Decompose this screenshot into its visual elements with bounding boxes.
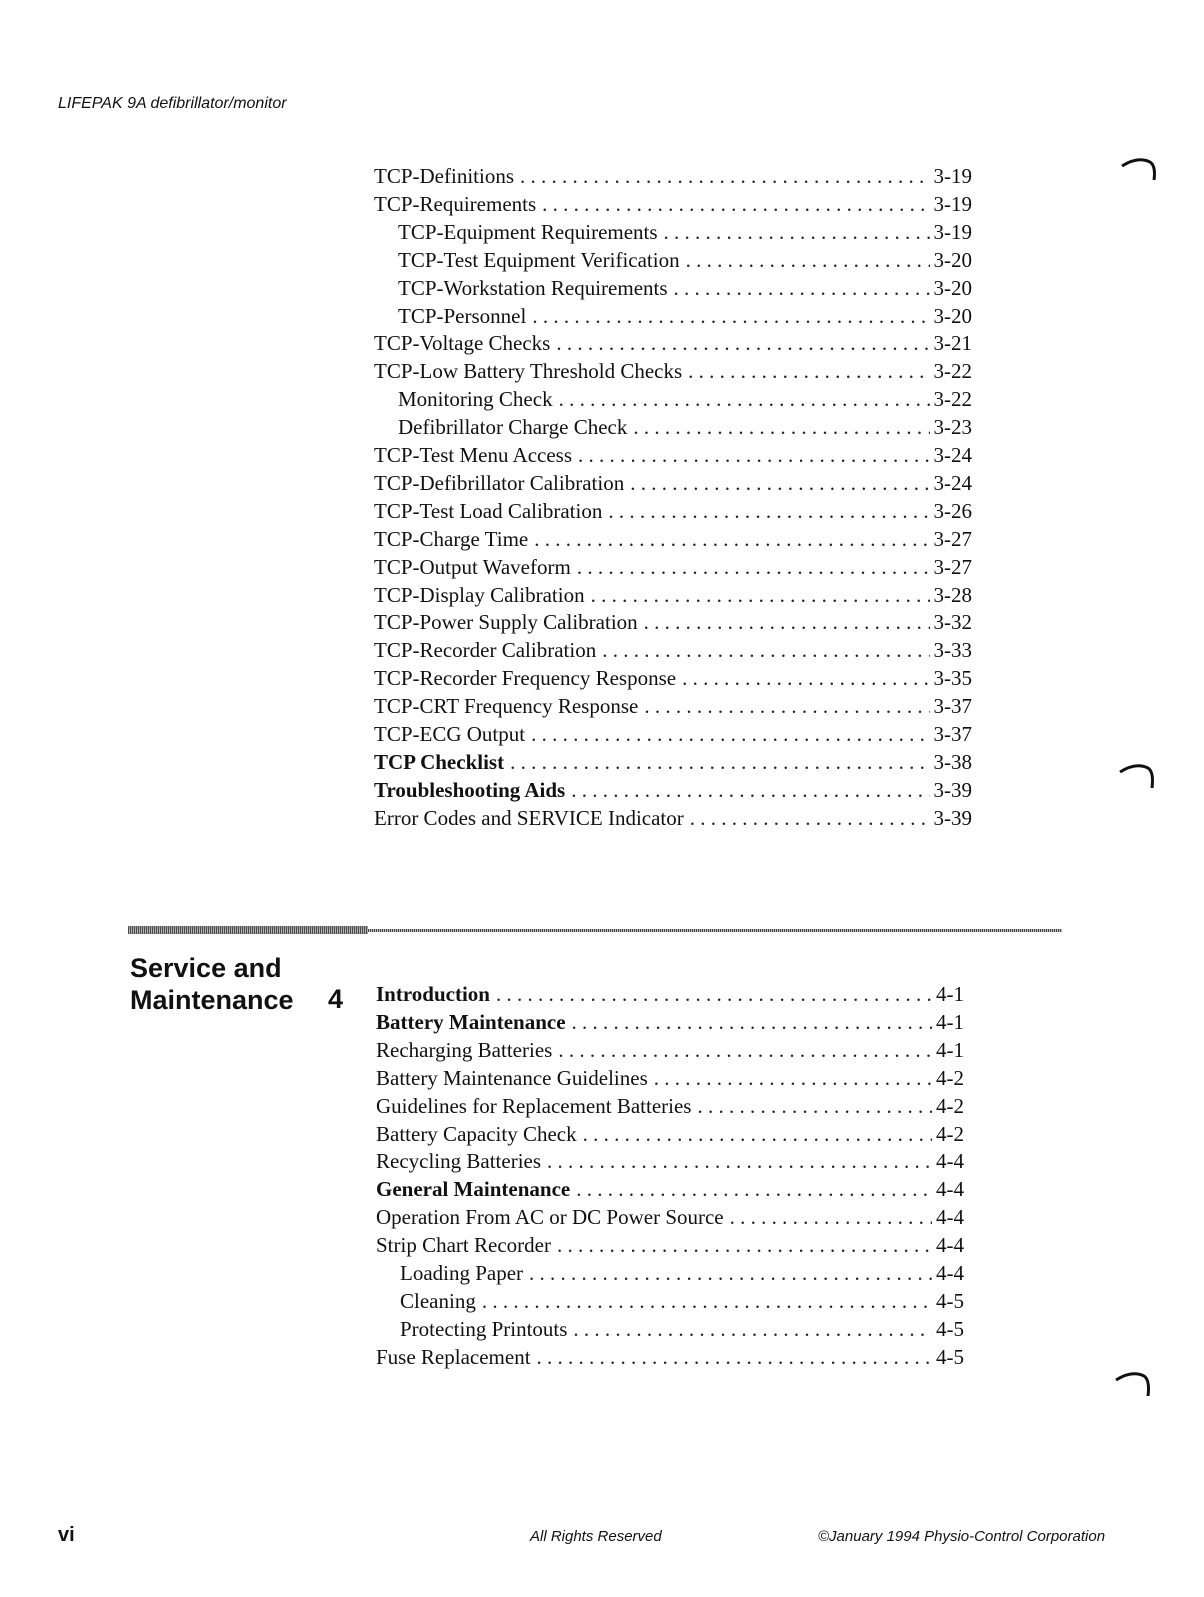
toc-entry-label: TCP-Requirements xyxy=(374,191,537,216)
section-number: 4 xyxy=(328,984,344,1014)
toc-entry xyxy=(376,1233,964,1261)
toc-dot-leader xyxy=(520,164,930,189)
toc-entry xyxy=(376,1038,964,1066)
toc-entry-label: TCP-Charge Time xyxy=(374,526,529,551)
toc-dot-leader xyxy=(644,610,930,635)
toc-entry-page: 3-26 xyxy=(933,498,972,523)
toc-dot-leader xyxy=(633,415,929,440)
toc-entry-page: 4-4 xyxy=(936,1149,964,1174)
toc-entry xyxy=(374,638,972,666)
toc-dot-leader xyxy=(591,583,930,608)
toc-dot-leader xyxy=(557,1233,932,1258)
toc-entry-label: Battery Maintenance xyxy=(376,1009,566,1034)
toc-entry-page: 3-20 xyxy=(933,275,972,300)
toc-dot-leader xyxy=(510,750,929,775)
toc-entry-label: TCP-Personnel xyxy=(398,303,527,328)
toc-dot-leader xyxy=(571,778,929,803)
toc-entry-label: Error Codes and SERVICE Indicator xyxy=(374,805,684,830)
toc-dot-leader xyxy=(602,638,929,663)
toc-dot-leader xyxy=(697,1094,932,1119)
toc-dot-leader xyxy=(682,666,929,691)
toc-entry xyxy=(398,387,972,415)
toc-entry-label: Protecting Printouts xyxy=(400,1316,568,1341)
toc-entry-label: Strip Chart Recorder xyxy=(376,1233,551,1258)
toc-entry-label: TCP-Recorder Calibration xyxy=(374,638,597,663)
thumb-tab-icon xyxy=(1114,1370,1152,1400)
toc-entry-page: 3-20 xyxy=(933,247,972,272)
toc-dot-leader xyxy=(534,527,929,552)
toc-entry-page: 4-2 xyxy=(936,1093,964,1118)
toc-dot-leader xyxy=(529,1261,932,1286)
toc-entry-label: Loading Paper xyxy=(400,1261,524,1285)
toc-entry xyxy=(400,1317,964,1345)
toc-entry-page: 3-22 xyxy=(933,387,972,412)
toc-dot-leader xyxy=(556,331,929,356)
toc-entry-label: TCP-ECG Output xyxy=(374,722,526,746)
toc-entry-label: TCP-Definitions xyxy=(374,164,514,188)
toc-entry xyxy=(374,666,972,694)
toc-entry-page: 3-33 xyxy=(933,638,972,663)
section-divider xyxy=(128,929,1062,932)
toc-entry-page: 3-24 xyxy=(933,470,972,495)
toc-entry-label: TCP-Test Load Calibration xyxy=(374,498,603,523)
toc-dot-leader xyxy=(577,555,930,580)
toc-entry-label: Fuse Replacement xyxy=(376,1344,531,1369)
section-title-line2: Maintenance xyxy=(130,985,294,1015)
toc-dot-leader xyxy=(532,304,929,329)
thumb-tab-icon xyxy=(1120,156,1158,186)
toc-entry xyxy=(374,750,972,778)
toc-entry-page: 4-5 xyxy=(936,1344,964,1369)
toc-entry-page: 3-22 xyxy=(933,359,972,384)
toc-entry xyxy=(398,304,972,332)
toc-entry xyxy=(374,443,972,471)
toc-entry-page: 3-19 xyxy=(933,191,972,216)
toc-entry-label: TCP-Low Battery Threshold Checks xyxy=(374,359,683,384)
toc-entry xyxy=(376,1205,964,1233)
toc-entry-page: 3-39 xyxy=(933,805,972,830)
toc-entry-page: 3-20 xyxy=(933,303,972,328)
toc-dot-leader xyxy=(572,1010,932,1035)
toc-entry-page: 4-1 xyxy=(936,1009,964,1034)
toc-entry-label: Defibrillator Charge Check xyxy=(398,415,628,440)
toc-dot-leader xyxy=(608,499,929,524)
toc-entry-page: 4-1 xyxy=(936,982,964,1006)
thumb-tab-icon xyxy=(1118,762,1156,792)
toc-entry-label: Battery Capacity Check xyxy=(376,1121,577,1146)
toc-dot-leader xyxy=(496,982,932,1007)
toc-dot-leader xyxy=(578,443,929,468)
toc-dot-leader xyxy=(573,1317,932,1342)
toc-entry-label: TCP-Equipment Requirements xyxy=(398,219,658,244)
toc-entry xyxy=(376,1149,964,1177)
toc-entry xyxy=(376,1066,964,1094)
copyright-notice: ©January 1994 Physio-Control Corporation xyxy=(818,1528,1106,1545)
toc-entry xyxy=(374,555,972,583)
toc-dot-leader xyxy=(688,359,929,384)
toc-entry-page: 3-39 xyxy=(933,777,972,802)
toc-entry xyxy=(374,694,972,722)
toc-entry-label: TCP-Power Supply Calibration xyxy=(374,610,638,635)
toc-entry-page: 3-19 xyxy=(933,219,972,244)
toc-entry xyxy=(398,276,972,304)
toc-entry-page: 3-37 xyxy=(933,694,972,719)
toc-entry-label: TCP-Recorder Frequency Response xyxy=(374,666,677,691)
toc-entry-label: TCP-Voltage Checks xyxy=(374,331,551,356)
toc-entry-label: Troubleshooting Aids xyxy=(374,777,566,802)
toc-entry-page: 3-32 xyxy=(933,610,972,635)
toc-entry-page: 3-37 xyxy=(933,722,972,746)
toc-entry xyxy=(376,1010,964,1038)
toc-entry xyxy=(400,1261,964,1289)
toc-entry-page: 4-5 xyxy=(936,1316,964,1341)
toc-entry-label: TCP-Display Calibration xyxy=(374,582,585,607)
toc-entry xyxy=(374,471,972,499)
toc-entry-page: 3-27 xyxy=(933,554,972,579)
toc-entry-page: 3-24 xyxy=(933,443,972,467)
toc-entry-page: 4-5 xyxy=(936,1288,964,1313)
toc-entry xyxy=(400,1289,964,1317)
toc-entry xyxy=(374,583,972,611)
toc-entry-label: TCP-Output Waveform xyxy=(374,554,571,579)
toc-dot-leader xyxy=(686,248,930,273)
toc-entry-page: 4-2 xyxy=(936,1065,964,1090)
toc-entry-page: 3-38 xyxy=(933,749,972,774)
toc-entry xyxy=(376,1345,964,1373)
toc-entry-label: Cleaning xyxy=(400,1288,476,1313)
toc-entry xyxy=(398,415,972,443)
toc-entry-page: 4-1 xyxy=(936,1037,964,1062)
rights-notice: All Rights Reserved xyxy=(530,1528,662,1545)
toc-entry-label: TCP Checklist xyxy=(374,749,505,774)
toc-dot-leader xyxy=(644,694,929,719)
toc-entry-label: TCP-Test Equipment Verification xyxy=(398,247,680,272)
toc-dot-leader xyxy=(664,220,930,245)
toc-entry xyxy=(374,778,972,806)
toc-dot-leader xyxy=(547,1149,932,1174)
toc-entry-label: Operation From AC or DC Power Source xyxy=(376,1205,724,1230)
toc-entry-label: Recharging Batteries xyxy=(376,1037,553,1062)
toc-entry-label: Battery Maintenance Guidelines xyxy=(376,1065,648,1090)
page-number: vi xyxy=(58,1524,75,1546)
toc-entry xyxy=(376,1122,964,1150)
toc-entry-page: 4-4 xyxy=(936,1205,964,1230)
toc-entry-label: Introduction xyxy=(376,982,490,1006)
toc-dot-leader xyxy=(559,387,930,412)
toc-entry-page: 3-27 xyxy=(933,526,972,551)
toc-entry xyxy=(376,1094,964,1122)
toc-dot-leader xyxy=(537,1345,932,1370)
toc-entry-label: Guidelines for Replacement Batteries xyxy=(376,1093,692,1118)
running-title: LIFEPAK 9A defibrillator/monitor xyxy=(58,95,287,112)
toc-dot-leader xyxy=(558,1038,932,1063)
toc-dot-leader xyxy=(482,1289,932,1314)
toc-entry-page: 4-4 xyxy=(936,1261,964,1285)
toc-entry xyxy=(374,164,972,192)
toc-entry xyxy=(376,982,964,1010)
toc-entry-page: 3-35 xyxy=(933,666,972,691)
toc-dot-leader xyxy=(583,1122,932,1147)
toc-dot-leader xyxy=(730,1205,932,1230)
toc-entry-label: TCP-Test Menu Access xyxy=(374,443,573,467)
toc-entry xyxy=(374,331,972,359)
toc-dot-leader xyxy=(630,471,929,496)
toc-entry-page: 3-19 xyxy=(933,164,972,188)
toc-entry xyxy=(374,192,972,220)
section-title xyxy=(130,952,294,1016)
toc-entry-page: 4-4 xyxy=(936,1233,964,1258)
toc-entry xyxy=(374,806,972,834)
toc-entry-page: 3-21 xyxy=(933,331,972,356)
toc-entry xyxy=(374,359,972,387)
toc-entry-label: Monitoring Check xyxy=(398,387,553,412)
toc-entry-label: TCP-CRT Frequency Response xyxy=(374,694,639,719)
toc-entry-label: TCP-Defibrillator Calibration xyxy=(374,470,625,495)
toc-entry xyxy=(374,610,972,638)
toc-entry xyxy=(376,1177,964,1205)
toc-entry-page: 3-28 xyxy=(933,582,972,607)
toc-dot-leader xyxy=(690,806,930,831)
toc-entry-label: General Maintenance xyxy=(376,1177,571,1202)
section-title-line1: Service and xyxy=(130,953,282,983)
toc-entry-page: 4-4 xyxy=(936,1177,964,1202)
toc-entry-label: Recycling Batteries xyxy=(376,1149,542,1174)
toc-entry xyxy=(374,527,972,555)
toc-entry-page: 3-23 xyxy=(933,415,972,440)
toc-entry xyxy=(374,499,972,527)
toc-dot-leader xyxy=(654,1066,932,1091)
toc-dot-leader xyxy=(542,192,929,217)
toc-entry-page: 4-2 xyxy=(936,1121,964,1146)
toc-dot-leader xyxy=(674,276,930,301)
toc-entry xyxy=(398,248,972,276)
toc-dot-leader xyxy=(576,1177,932,1202)
toc-dot-leader xyxy=(531,722,929,747)
toc-entry-label: TCP-Workstation Requirements xyxy=(398,275,668,300)
toc-entry xyxy=(374,722,972,750)
toc-entry xyxy=(398,220,972,248)
